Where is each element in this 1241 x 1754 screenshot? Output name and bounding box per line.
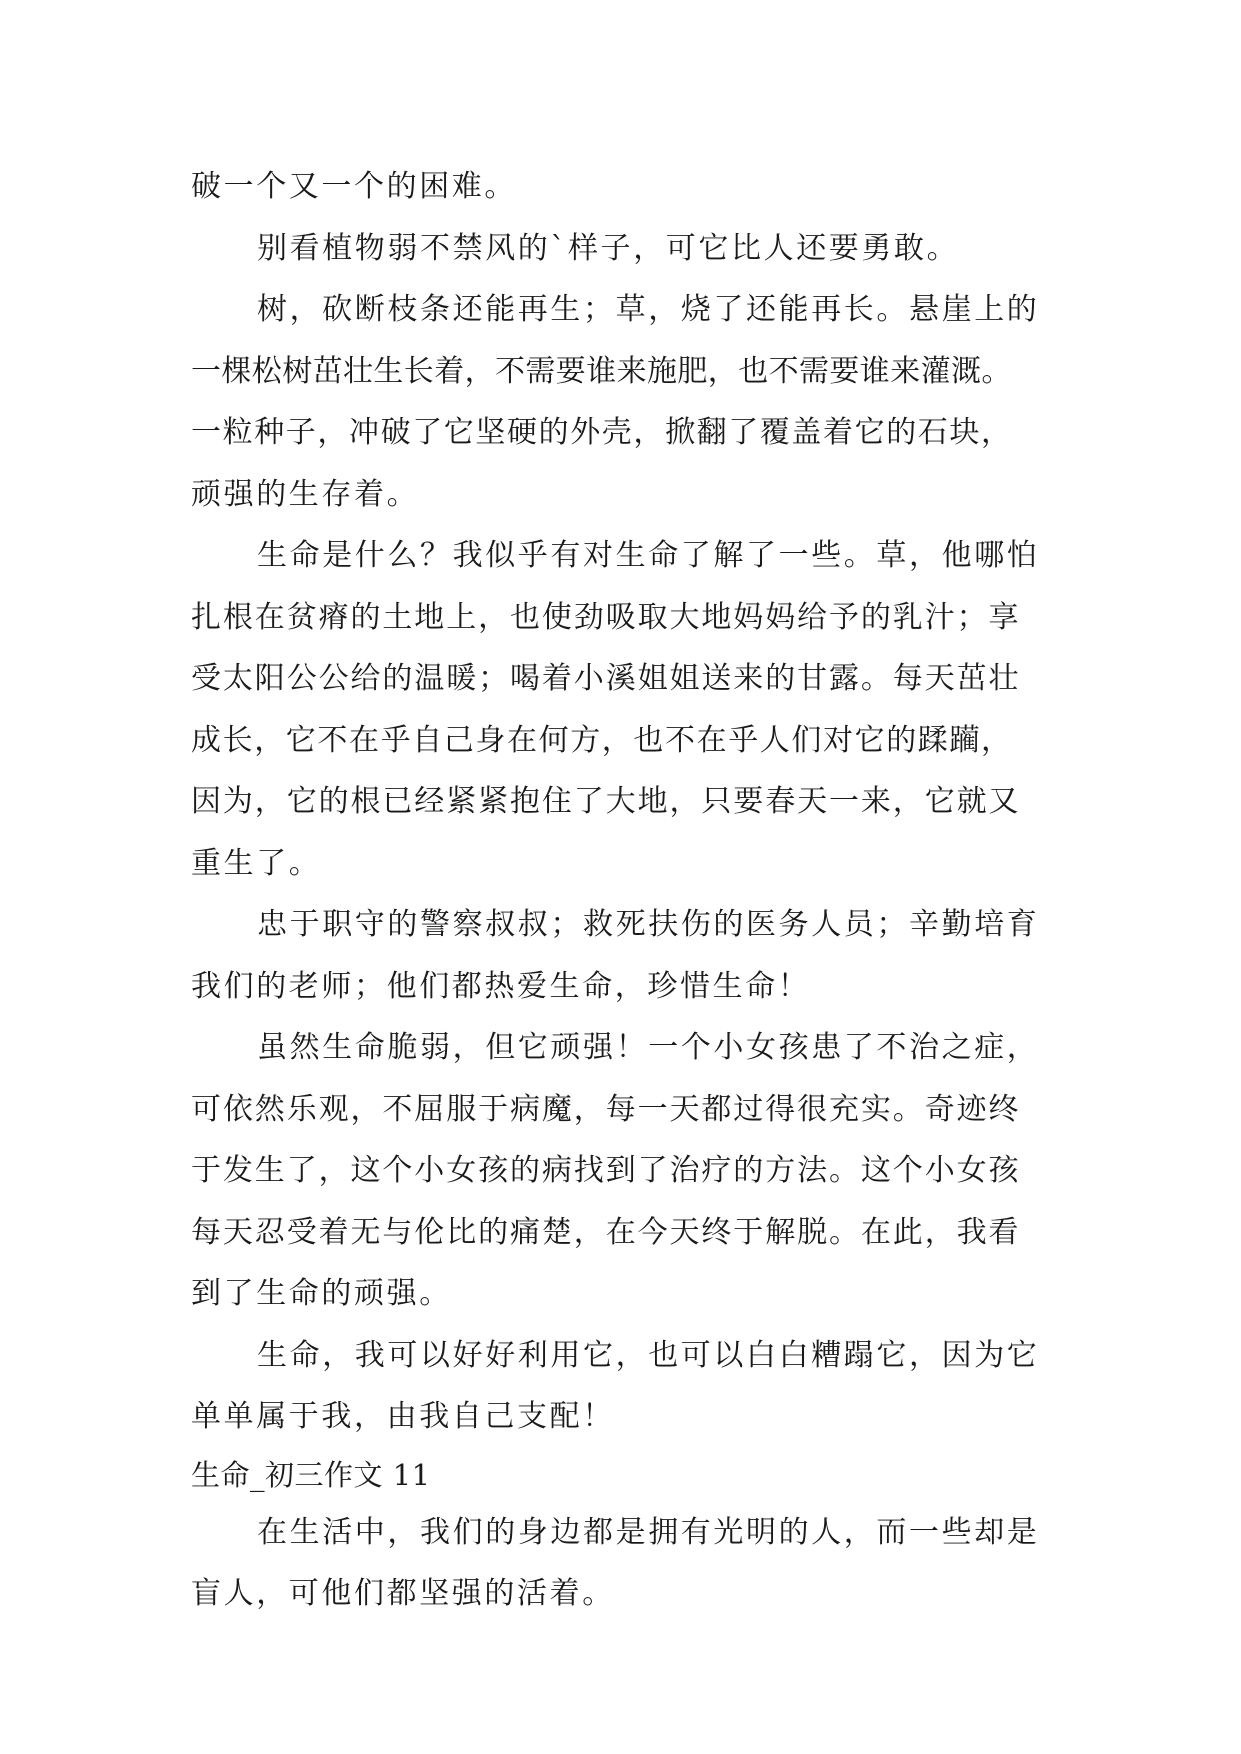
text-line: 我们的老师；他们都热爱生命，珍惜生命！ xyxy=(191,968,811,1004)
text-line: 盲人，可他们都坚强的活着。 xyxy=(191,1576,615,1611)
text-line: 一棵松树茁壮生长着，不需要谁来施肥，也不需要谁来灌溉。 xyxy=(191,353,1012,389)
text-line: 重生了。 xyxy=(191,845,322,881)
paragraph-start: 虽然生命脆弱，但它顽强！一个小女孩患了不治之症， xyxy=(257,1030,1040,1065)
paragraph-start: 生命是什么？我似乎有对生命了解了一些。草，他哪怕 xyxy=(257,538,1040,573)
document-body xyxy=(191,156,1071,1625)
text-line: 成长，它不在乎自己身在何方，也不在乎人们对它的蹂躏， xyxy=(191,722,1013,758)
text-line: 每天忍受着无与伦比的痛楚，在今天终于解脱。在此，我看 xyxy=(191,1214,1021,1250)
text-line: 受太阳公公给的温暖；喝着小溪姐姐送来的甘露。每天茁壮 xyxy=(191,661,1021,696)
text-line: 到了生命的顽强。 xyxy=(191,1276,452,1311)
text-line: 于发生了，这个小女孩的病找到了治疗的方法。这个小女孩 xyxy=(191,1153,1021,1188)
text-line: 一粒种子，冲破了它坚硬的外壳，掀翻了覆盖着它的石块， xyxy=(191,415,1013,450)
paragraph-start: 别看植物弱不禁风的`样子，可它比人还要勇敢。 xyxy=(257,230,960,266)
text-line: 扎根在贫瘠的土地上，也使劲吸取大地妈妈给予的乳汁；享 xyxy=(191,599,1021,635)
text-line: 顽强的生存着。 xyxy=(191,476,420,512)
paragraph-start: 在生活中，我们的身边都是拥有光明的人，而一些却是 xyxy=(257,1514,1040,1550)
text-line: 因为，它的根已经紧紧抱住了大地，只要春天一来，它就又 xyxy=(191,784,1021,819)
paragraph-start: 忠于职守的警察叔叔；救死扶伤的医务人员；辛勤培育 xyxy=(257,907,1040,942)
section-heading: 生命_初三作文 11 xyxy=(191,1457,431,1492)
text-line: 可依然乐观，不屈服于病魔，每一天都过得很充实。奇迹终 xyxy=(191,1091,1021,1127)
text-line: 破一个又一个的困难。 xyxy=(191,169,517,204)
paragraph-start: 生命，我可以好好利用它，也可以白白糟蹋它，因为它 xyxy=(257,1337,1040,1373)
text-line: 单单属于我，由我自己支配！ xyxy=(191,1399,615,1434)
paragraph-start: 树，砍断枝条还能再生；草，烧了还能再长。悬崖上的 xyxy=(257,292,1040,327)
